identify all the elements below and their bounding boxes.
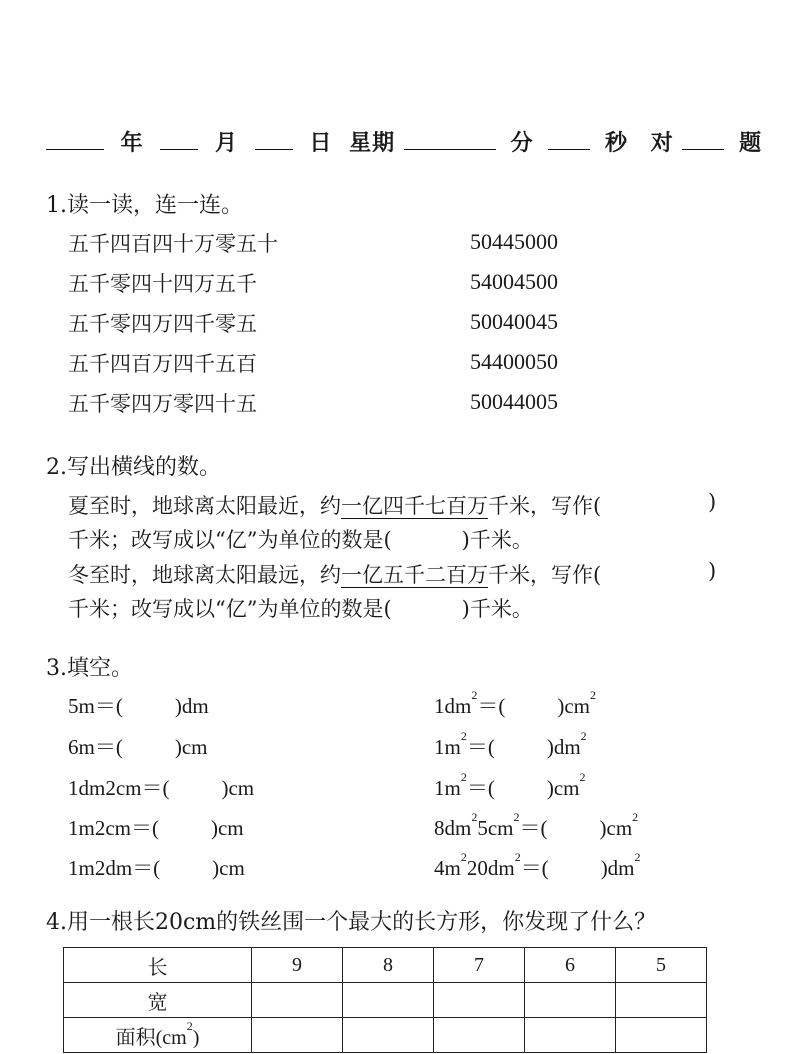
row-header-length: 长 [64, 948, 252, 983]
q2-paragraph-2-line-2: 千米；改写成以“亿”为单位的数是( )千米。 [68, 597, 533, 621]
minute-blank[interactable] [438, 127, 496, 150]
correct-blank[interactable] [682, 127, 724, 150]
answer-blank-3-close[interactable]: ) [708, 559, 717, 583]
q3-right-item: $1dm^2=$( )$cm^2$ [434, 688, 596, 718]
rectangle-table [63, 947, 707, 1053]
table-row [64, 948, 707, 983]
table-cell: 9 [252, 948, 343, 983]
q1-right-item[interactable]: 50040045 [470, 309, 558, 334]
q1-left-item[interactable]: 五千零四万四千零五 [68, 312, 257, 336]
q2-paragraph-1-line-1: 夏至时，地球离太阳最近，约一亿四千七百万千米，写作( [68, 494, 602, 518]
q3-left-item: 6m＝( )cm [68, 735, 208, 759]
row-header-width: 宽 [64, 983, 252, 1018]
second-blank[interactable] [548, 127, 590, 150]
q1-right-item[interactable]: 50044005 [470, 389, 558, 414]
month-label: 月 [215, 130, 239, 156]
minute-label: 分 [510, 130, 534, 156]
answer-cell[interactable] [343, 1018, 434, 1053]
q3-right-item: $1m^2=$( )$dm^2$ [434, 729, 587, 759]
q1-left-item[interactable]: 五千四百四十万零五十 [68, 232, 278, 256]
year-label: 年 [120, 130, 144, 156]
table-cell: 6 [525, 948, 616, 983]
table-row [64, 983, 707, 1018]
answer-cell[interactable] [434, 1018, 525, 1053]
q1-right-item[interactable]: 50445000 [470, 229, 558, 254]
header-date-line [46, 126, 454, 157]
answer-cell[interactable] [252, 1018, 343, 1053]
q3-title: 3.填空。 [46, 656, 133, 681]
q1-left-item[interactable]: 五千零四万零四十五 [68, 392, 257, 416]
q3-right-item: $8dm^25cm^2=$( )$cm^2$ [434, 810, 639, 840]
q2-paragraph-2-line-1: 冬至时，地球离太阳最远，约一亿五千二百万千米，写作( [68, 563, 602, 587]
table-cell: 5 [616, 948, 707, 983]
q3-left-item: 1dm2cm＝( )cm [68, 776, 255, 800]
correct-label: 对 [650, 130, 674, 156]
row-header-area: 面积$(cm^2)$ [64, 1018, 252, 1053]
table-cell: 8 [343, 948, 434, 983]
q1-left-item[interactable]: 五千四百万四千五百 [68, 352, 257, 376]
q3-right-item: $1m^2=$( )$cm^2$ [434, 770, 586, 800]
q4-title: 4.用一根长20cm的铁丝围一个最大的长方形，你发现了什么？ [46, 910, 657, 935]
q1-right-item[interactable]: 54400050 [470, 349, 558, 374]
q1-right-item[interactable]: 54004500 [470, 269, 558, 294]
second-label: 秒 [605, 130, 629, 156]
day-label: 日 [309, 130, 333, 156]
answer-cell[interactable] [434, 983, 525, 1018]
underlined-number: 一亿四千七百万 [341, 494, 488, 518]
q1-left-item[interactable]: 五千零四十四万五千 [68, 272, 257, 296]
table-cell: 7 [434, 948, 525, 983]
answer-cell[interactable] [525, 983, 616, 1018]
q3-left-item: 5m＝( )dm [68, 694, 209, 718]
answer-cell[interactable] [343, 983, 434, 1018]
header-score-line [438, 126, 762, 157]
q3-right-item: $4m^220dm^2=$( )$dm^2$ [434, 850, 641, 880]
day-blank[interactable] [255, 127, 293, 150]
answer-cell[interactable] [616, 983, 707, 1018]
underlined-number: 一亿五千二百万 [341, 563, 488, 587]
q3-left-item: 1m2cm＝( )cm [68, 816, 244, 840]
q2-title: 2.写出横线的数。 [46, 455, 221, 480]
questions-label: 题 [739, 130, 763, 156]
q1-title: 1.读一读，连一连。 [46, 193, 243, 218]
year-blank[interactable] [46, 127, 104, 150]
answer-cell[interactable] [525, 1018, 616, 1053]
weekday-label: 星期 [349, 130, 396, 156]
answer-blank-1-close[interactable]: ) [708, 490, 717, 514]
month-blank[interactable] [160, 127, 198, 150]
answer-cell[interactable] [252, 983, 343, 1018]
q2-paragraph-1-line-2: 千米；改写成以“亿”为单位的数是( )千米。 [68, 528, 533, 552]
table-row [64, 1018, 707, 1053]
answer-cell[interactable] [616, 1018, 707, 1053]
q3-left-item: 1m2dm＝( )cm [68, 856, 245, 880]
